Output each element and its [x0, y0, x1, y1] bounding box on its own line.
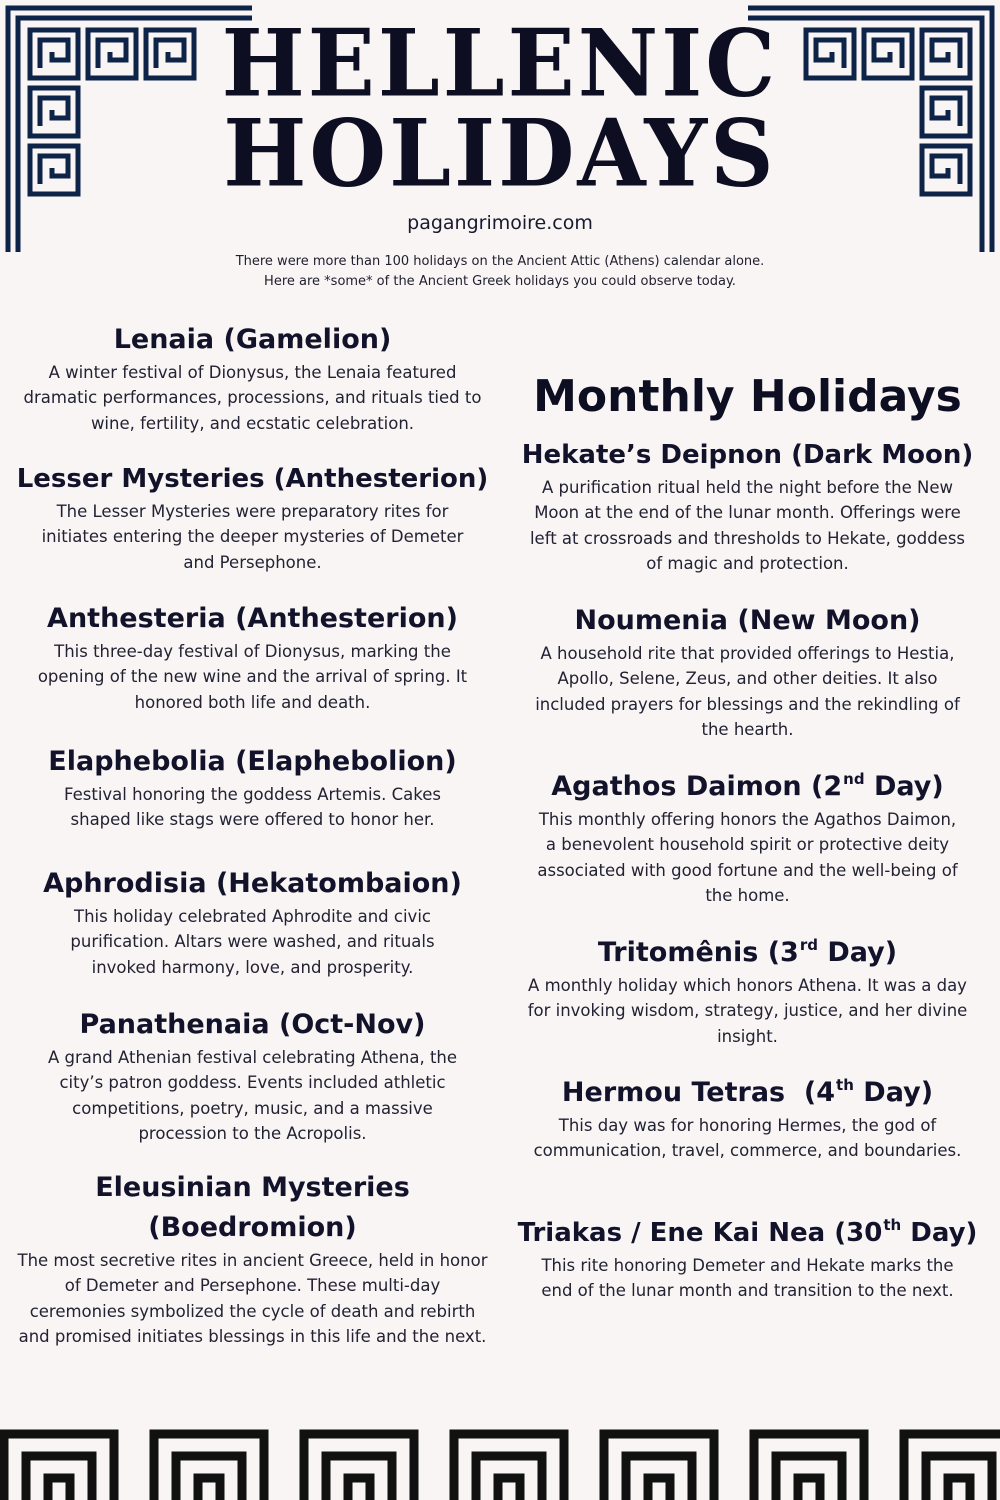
holiday-title-end: Day): [864, 771, 944, 802]
greek-key-tile: [904, 1434, 1000, 1500]
holiday-title: Hekate’s Deipnon (Dark Moon): [521, 440, 974, 470]
holiday-title-main: Triakas / Ene Kai Nea (30: [517, 1218, 883, 1248]
holiday-description: This rite honoring Demeter and Hekate marks the end of the lunar month and transition to the next.: [541, 1256, 954, 1301]
holiday-title-ordinal: th: [883, 1216, 902, 1234]
greek-key-tile: [4, 1434, 114, 1500]
holiday-description: This three-day festival of Dionysus, marking the opening of the new wine and the arrival of spring. It honored both life and death.: [37, 642, 468, 712]
holiday-entry: [0, 599, 505, 715]
holiday-description: This holiday celebrated Aphrodite and civic purification. Altars were washed, and rituals invoked harmony, love, and prosperity.: [70, 907, 435, 977]
greek-key-tile: [754, 1434, 864, 1500]
holiday-description: Festival honoring the goddess Artemis. Cakes shaped like stags were offered to honor her.: [64, 785, 441, 830]
holiday-entry: [0, 1005, 505, 1146]
holiday-title-main: Hermou Tetras (4: [561, 1077, 836, 1108]
monthly-holiday-entry: [495, 933, 1000, 1049]
holiday-title: Elaphebolia (Elaphebolion): [48, 746, 457, 777]
monthly-holiday-entry: [495, 767, 1000, 908]
title-line-1: HELLENIC: [221, 8, 779, 118]
title-line-2: HOLIDAYS: [223, 98, 777, 208]
holiday-description: A monthly holiday which honors Athena. It was a day for invoking wisdom, strategy, justice, and her divine insight.: [527, 976, 968, 1046]
holiday-title: Panathenaia (Oct-Nov): [79, 1009, 426, 1040]
holiday-title: Lenaia (Gamelion): [113, 324, 392, 355]
holiday-title: Aphrodisia (Hekatombaion): [43, 868, 462, 899]
holiday-title: [495, 767, 1000, 807]
monthly-holiday-entry: [495, 601, 1000, 742]
holiday-entry: [0, 1168, 505, 1349]
holiday-title-main: Tritomênis (3: [597, 937, 799, 968]
holiday-description: A household rite that provided offerings to Hestia, Apollo, Selene, Zeus, and other deities. It also included prayers for blessings and the rekindling of the hearth.: [535, 644, 960, 739]
greek-key-tile: [304, 1434, 414, 1500]
greek-key-border-bottom-icon: [0, 1428, 1000, 1500]
holiday-title: Noumenia (New Moon): [574, 605, 921, 636]
site-url: pagangrimoire.com: [407, 212, 593, 234]
holiday-title: [495, 1073, 1000, 1113]
holiday-title: Eleusinian Mysteries (Boedromion): [95, 1172, 410, 1243]
holiday-entry: [0, 459, 505, 575]
intro-text: There were more than 100 holidays on the Ancient Attic (Athens) calendar alone. Here are *some* of the Ancient Greek holidays you could observe today.: [235, 254, 765, 289]
greek-key-tile: [454, 1434, 564, 1500]
holiday-title: Lesser Mysteries (Anthesterion): [16, 464, 489, 494]
holiday-title-ordinal: th: [836, 1076, 854, 1094]
holiday-title-ordinal: nd: [843, 770, 865, 788]
holiday-title-main: Agathos Daimon (2: [551, 771, 843, 802]
holiday-description: The most secretive rites in ancient Greece, held in honor of Demeter and Persephone. These multi-day ceremonies symbolized the cycle of death and rebirth and promised initiates blessings in this life and the next.: [17, 1251, 488, 1346]
monthly-holiday-entry: [495, 1213, 1000, 1304]
holiday-description: A purification ritual held the night before the New Moon at the end of the lunar month. Offerings were left at crossroads and thresholds to Hekate, goddess of magic and protection.: [529, 478, 966, 573]
holiday-title: [495, 933, 1000, 973]
holiday-title-ordinal: rd: [799, 936, 818, 954]
holiday-title-end: Day): [901, 1218, 978, 1248]
greek-key-tile: [154, 1434, 264, 1500]
holiday-description: A winter festival of Dionysus, the Lenaia featured dramatic performances, processions, and rituals tied to wine, fertility, and ecstatic celebration.: [23, 363, 482, 433]
monthly-section-title: Monthly Holidays: [533, 371, 962, 422]
holiday-description: This day was for honoring Hermes, the god of communication, travel, commerce, and boundaries.: [533, 1116, 962, 1161]
holiday-entry: [0, 742, 505, 833]
monthly-holiday-entry: [495, 435, 1000, 576]
holiday-title-end: Day): [817, 937, 898, 968]
holiday-description: The Lesser Mysteries were preparatory rites for initiates entering the deeper mysteries of Demeter and Persephone.: [41, 502, 464, 572]
holiday-description: A grand Athenian festival celebrating Athena, the city’s patron goddess. Events included athletic competitions, poetry, music, and a massive procession to the Acropolis.: [47, 1048, 458, 1143]
page-title: [0, 8, 1000, 208]
holiday-entry: [0, 320, 505, 436]
greek-key-tile: [604, 1434, 714, 1500]
monthly-holiday-entry: [495, 1073, 1000, 1164]
holiday-entry: [0, 864, 505, 980]
holiday-title-end: Day): [853, 1077, 934, 1108]
holiday-title: [495, 1213, 1000, 1253]
holiday-description: This monthly offering honors the Agathos Daimon, a benevolent household spirit or protective deity associated with good fortune and the well-being of the home.: [537, 810, 958, 905]
holiday-title: Anthesteria (Anthesterion): [47, 603, 458, 634]
